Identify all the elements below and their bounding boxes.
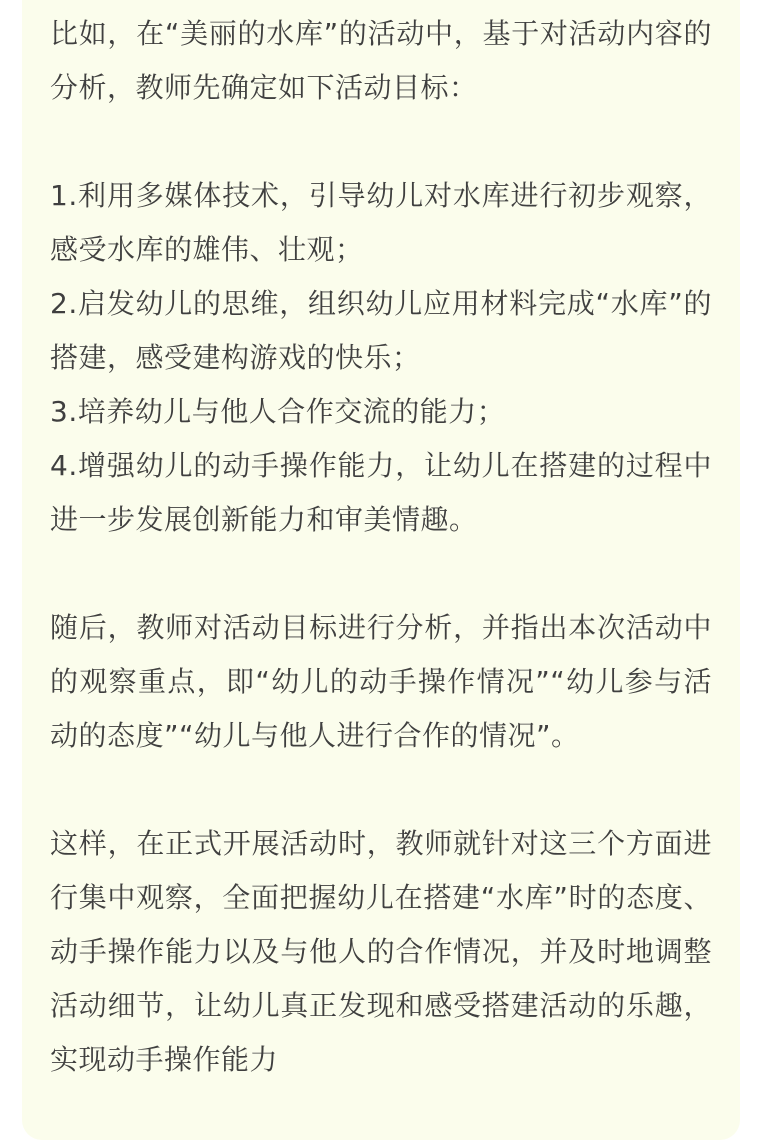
paragraph-gap [50, 547, 712, 601]
goal-item-3: 3.培养幼儿与他人合作交流的能力； [50, 395, 506, 428]
paragraph-gap [50, 763, 712, 817]
article-body [50, 7, 712, 1087]
goal-item-1: 1.利用多媒体技术，引导幼儿对水库进行初步观察，感受水库的雄伟、壮观； [50, 179, 712, 266]
goal-item-4: 4.增强幼儿的动手操作能力，让幼儿在搭建的过程中进一步发展创新能力和审美情趣。 [50, 449, 712, 536]
goal-item-2: 2.启发幼儿的思维，组织幼儿应用材料完成“水库”的搭建，感受建构游戏的快乐； [50, 287, 712, 374]
paragraph-intro: 比如，在“美丽的水库”的活动中，基于对活动内容的分析，教师先确定如下活动目标： [50, 17, 712, 104]
paragraph-gap [50, 115, 712, 169]
paragraph-analysis: 随后，教师对活动目标进行分析，并指出本次活动中的观察重点，即“幼儿的动手操作情况”“幼儿参与活动的态度”“幼儿与他人进行合作的情况”。 [50, 611, 712, 752]
paragraph-conclusion: 这样，在正式开展活动时，教师就针对这三个方面进行集中观察，全面把握幼儿在搭建“水库”时的态度、动手操作能力以及与他人的合作情况，并及时地调整活动细节，让幼儿真正发现和感受搭建活动的乐趣，实现动手操作能力 [50, 827, 712, 1076]
